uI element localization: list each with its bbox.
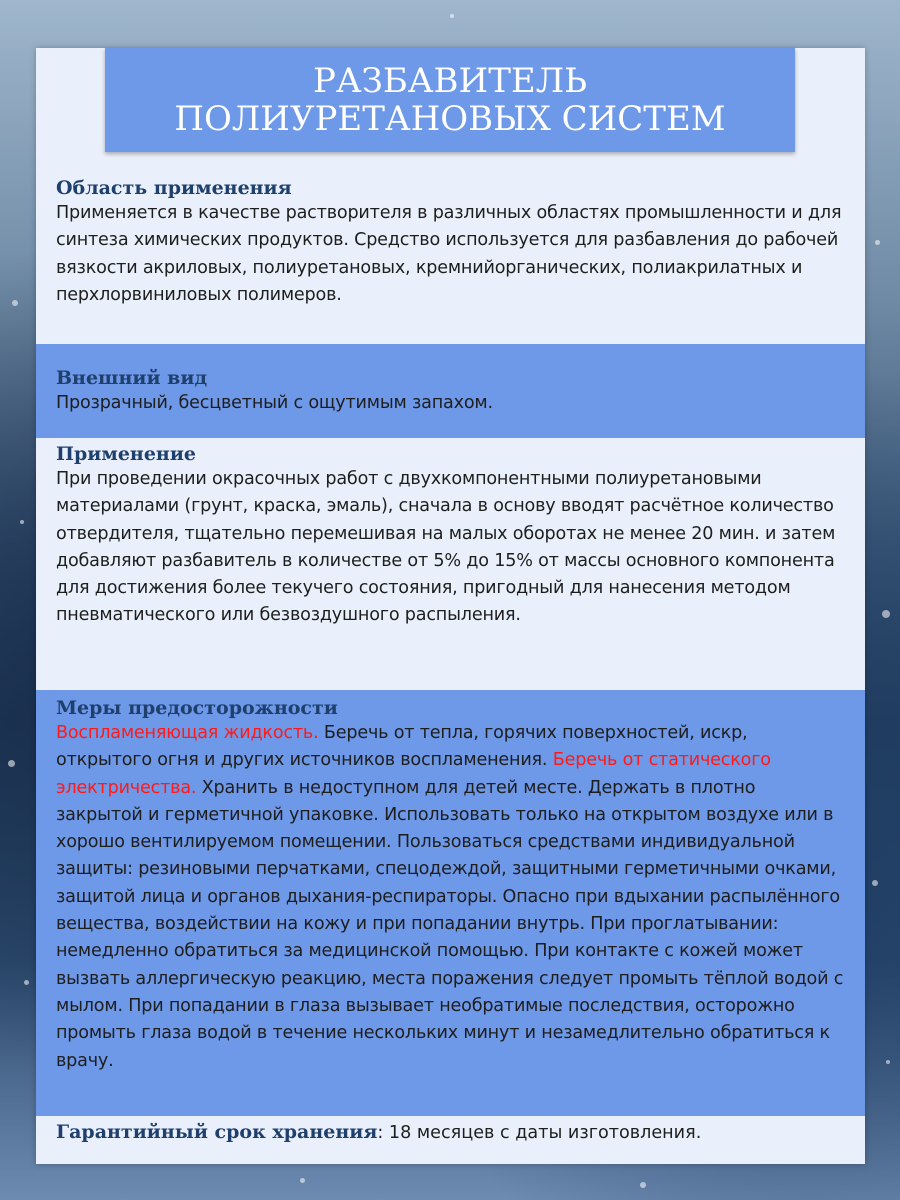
water-droplet <box>300 1178 305 1183</box>
water-droplet <box>886 1060 890 1064</box>
water-droplet <box>875 240 880 245</box>
section-heading: Гарантийный срок хранения <box>56 1121 378 1143</box>
section-text: При проведении окрасочных работ с двухкомпонентными полиуретановыми материалами (грунт, краска, эмаль), сначала в основу вводят расчётное количество отвердителя, тщательно перемешивая на малых оборотах не менее 20 мин. и затем добавляют разбавитель в количестве от 5% до 15% от массы основного компонента для достижения более текучего состояния, пригодный для нанесения методом пневматического или безвоздушного распыления. <box>56 469 836 626</box>
water-droplet <box>882 610 890 618</box>
section-text: Применяется в качестве растворителя в различных областях промышленности и для синтеза химических продуктов. Средство используется для разбавления до рабочей вязкости акриловых, полиуретановых, кремнийорганических, полиакрилатных и перхлорвиниловых полимеров. <box>56 203 842 305</box>
section-text: Прозрачный, бесцветный с ощутимым запахом. <box>56 393 493 413</box>
section-text <box>56 720 845 1075</box>
section-heading: Область применения <box>56 177 292 199</box>
section-precautions <box>36 690 865 1116</box>
title-line-2: ПОЛИУРЕТАНОВЫХ СИСТЕМ <box>174 99 726 139</box>
title-line-1: РАЗБАВИТЕЛЬ <box>313 61 587 101</box>
water-droplet <box>24 980 29 985</box>
section-heading: Внешний вид <box>56 367 208 389</box>
section-heading: Меры предосторожности <box>56 697 338 719</box>
section-shelf-life <box>36 1116 865 1164</box>
shelf-life-row <box>56 1116 845 1145</box>
water-droplet <box>450 14 454 18</box>
page-title <box>105 48 795 152</box>
shelf-life-text: : 18 месяцев с даты изготовления. <box>377 1123 702 1143</box>
water-droplet <box>8 760 15 767</box>
section-usage <box>36 438 865 690</box>
precautions-text-1: Беречь от тепла, горячих поверхностей, искр, открытого огня и других источников воспламенения. <box>56 723 748 771</box>
water-droplet <box>872 880 878 886</box>
section-application-area <box>36 172 865 344</box>
water-droplet <box>12 300 18 306</box>
water-droplet <box>20 520 24 524</box>
water-droplet <box>640 1182 646 1188</box>
section-appearance <box>36 344 865 438</box>
section-heading: Применение <box>56 443 196 465</box>
warning-static: Беречь от статического электричества. <box>56 750 771 798</box>
precautions-text-2: Хранить в недоступном для детей месте. Держать в плотно закрытой и герметичной упаковке. Использовать только на открытом воздухе или в хорошо вентилируемом помещении. Пользоваться средствами индивидуальной защиты: резиновыми перчатками, спецодеждой, защитными герметичными очками, защитой лица и органов дыхания-респираторы. Опасно при вдыхании распылённого вещества, воздействии на кожу и при попадании внутрь. При проглатывании: немедленно обратиться за медицинской помощью. При контакте с кожей может вызвать аллергическую реакцию, места поражения следует промыть тёплой водой с мылом. При попадании в глаза вызывает необратимые последствия, осторожно промыть глаза водой в течение нескольких минут и незамедлительно обратиться к врачу. <box>56 777 844 1071</box>
warning-flammable: Воспламеняющая жидкость. <box>56 723 319 743</box>
